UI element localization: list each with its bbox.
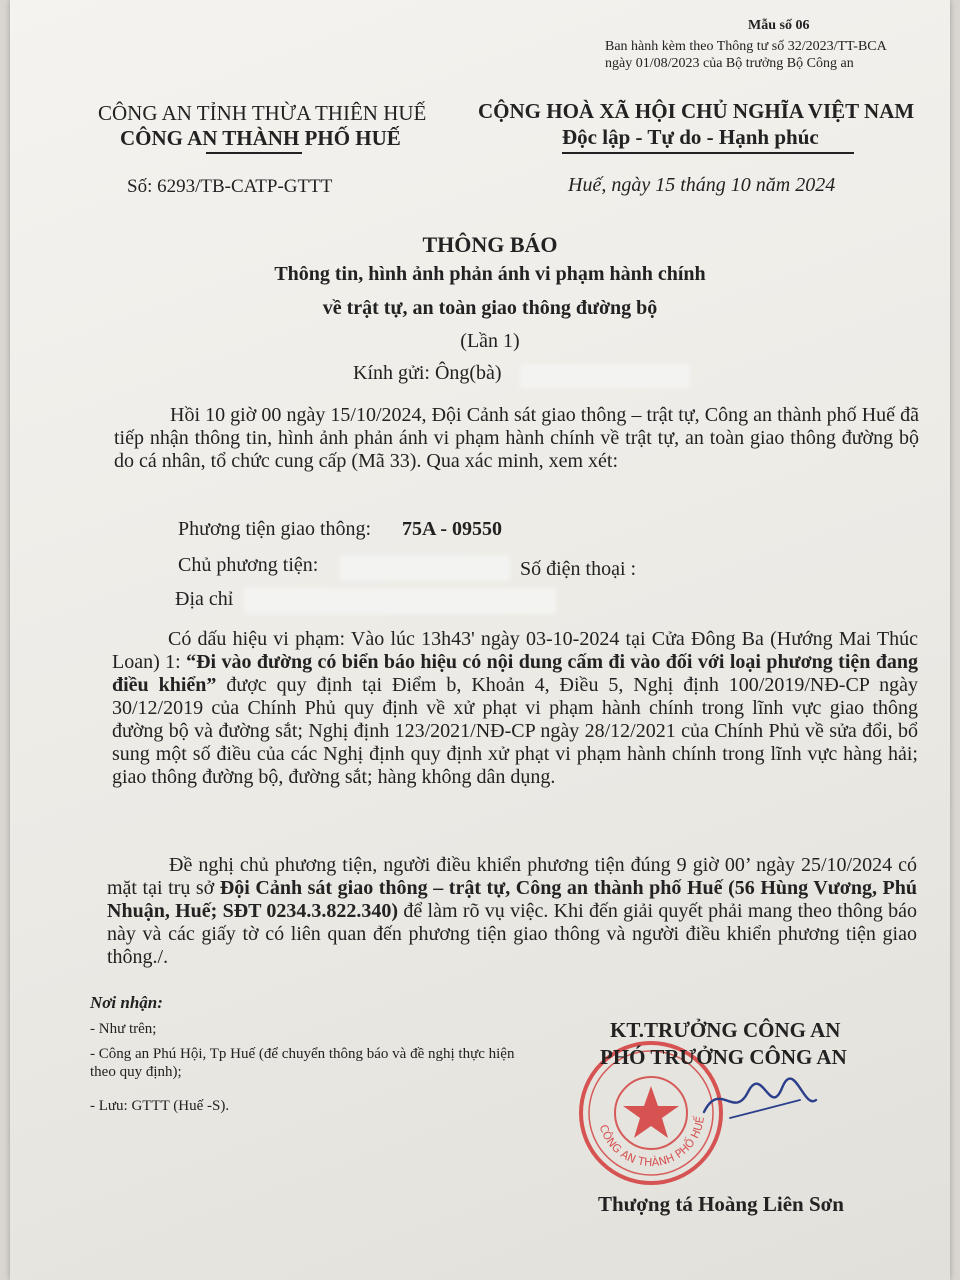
- form-issued-line-2: ngày 01/08/2023 của Bộ trưởng Bộ Công an: [605, 56, 854, 71]
- request-rest: để làm rõ vụ việc. Khi đến giải quyết phải mang theo thông báo này và các giấy tờ có liên quan đến phương tiện giao thông và người điều khiển phương tiện giao thông./.: [107, 900, 918, 968]
- violation-description: “Đi vào đường có biển báo hiệu có nội dung cấm đi vào đối với loại phương tiện đang điều khiển”: [112, 651, 919, 696]
- recipient-item: - Công an Phú Hội, Tp Huế (để chuyển thông báo và đề nghị thực hiện theo quy định);: [90, 1046, 515, 1080]
- svg-text:CÔNG AN THÀNH PHỐ HUẾ: CÔNG AN THÀNH PHỐ HUẾ: [596, 1115, 707, 1170]
- salutation: Kính gửi: Ông(bà): [353, 362, 502, 384]
- form-number: Mẫu số 06: [748, 18, 810, 33]
- document-page: [10, 0, 950, 1280]
- national-title: CỘNG HOÀ XÃ HỘI CHỦ NGHĨA VIỆT NAM: [478, 99, 915, 123]
- recipients-title: Nơi nhận:: [90, 993, 163, 1012]
- signature-title-1: KT.TRƯỞNG CÔNG AN: [610, 1018, 841, 1042]
- document-number: Số: 6293/TB-CATP-GTTT: [127, 176, 333, 197]
- signer-name: Thượng tá Hoàng Liên Sơn: [598, 1192, 844, 1216]
- intro-paragraph: [114, 404, 919, 473]
- violation-legal-basis: được quy định tại Điểm b, Khoản 4, Điều 5, Nghị định 100/2019/NĐ-CP ngày 30/12/2019 của Chính Phủ quy định về xử phạt vi phạm hành chính trong lĩnh vực giao thông đường bộ và đường sắt; Nghị định 123/2021/NĐ-CP ngày 28/12/2021 của Chính Phủ về sửa đổi, bổ sung một số điều của các Nghị định quy định xử phạt vi phạm hành chính trong lĩnh vực hàng hải; giao thông đường bộ, đường sắt; hàng không dân dụng.: [112, 674, 918, 788]
- redacted-address: [244, 588, 556, 614]
- violation-paragraph: [112, 628, 918, 789]
- form-issued-line-1: Ban hành kèm theo Thông tư số 32/2023/TT-BCA: [605, 39, 887, 54]
- handwritten-signature-icon: [700, 1070, 820, 1130]
- violation-prefix: Có dấu hiệu vi phạm: Vào lúc 13h43' ngày 03-10-2024 tại Cửa Đông Ba (Hướng Mai Thúc Loan) 1:: [112, 628, 918, 673]
- request-paragraph: [107, 854, 917, 969]
- signature-title-2: PHÓ TRƯỞNG CÔNG AN: [600, 1045, 847, 1069]
- redacted-owner-name: [340, 555, 510, 581]
- place-and-date: Huế, ngày 15 tháng 10 năm 2024: [568, 174, 836, 196]
- notice-count: (Lần 1): [460, 330, 520, 352]
- document-subtitle-2: về trật tự, an toàn giao thông đường bộ: [322, 297, 658, 319]
- intro-text: Hồi 10 giờ 00 ngày 15/10/2024, Đội Cảnh sát giao thông – trật tự, Công an thành phố Huế đã tiếp nhận thông tin, hình ảnh phản ánh vi phạm hành chính về trật tự, an toàn giao thông đường bộ do cá nhân, tổ chức cung cấp (Mã 33). Qua xác minh, xem xét:: [114, 404, 919, 472]
- issuing-agency: CÔNG AN THÀNH PHỐ HUẾ: [120, 126, 401, 150]
- agency-underline: [206, 152, 302, 154]
- request-office: Đội Cảnh sát giao thông – trật tự, Công an thành phố Huế (56 Hùng Vương, Phú Nhuận, Huế; SĐT 0234.3.822.340): [107, 877, 917, 922]
- document-title: THÔNG BÁO: [422, 232, 558, 257]
- vehicle-label: Phương tiện giao thông:: [178, 518, 372, 540]
- request-prefix: Đề nghị chủ phương tiện, người điều khiển phương tiện đúng 9 giờ 00’ ngày 25/10/2024 có mặt tại trụ sở: [107, 854, 917, 899]
- form-issued-note: [605, 38, 887, 72]
- national-motto: Độc lập - Tự do - Hạnh phúc: [562, 125, 819, 149]
- motto-underline: [562, 152, 854, 154]
- phone-label: Số điện thoại :: [520, 558, 637, 580]
- redacted-recipient-name: [520, 364, 690, 388]
- vehicle-plate: 75A - 09550: [402, 518, 502, 540]
- owner-label: Chủ phương tiện:: [178, 554, 319, 576]
- recipient-item: - Như trên;: [90, 1021, 157, 1037]
- address-label: Địa chỉ: [175, 588, 234, 610]
- parent-agency: CÔNG AN TỈNH THỪA THIÊN HUẾ: [98, 101, 427, 125]
- recipient-item: - Lưu: GTTT (Huế -S).: [90, 1098, 230, 1114]
- document-subtitle-1: Thông tin, hình ảnh phản ánh vi phạm hành chính: [274, 263, 706, 285]
